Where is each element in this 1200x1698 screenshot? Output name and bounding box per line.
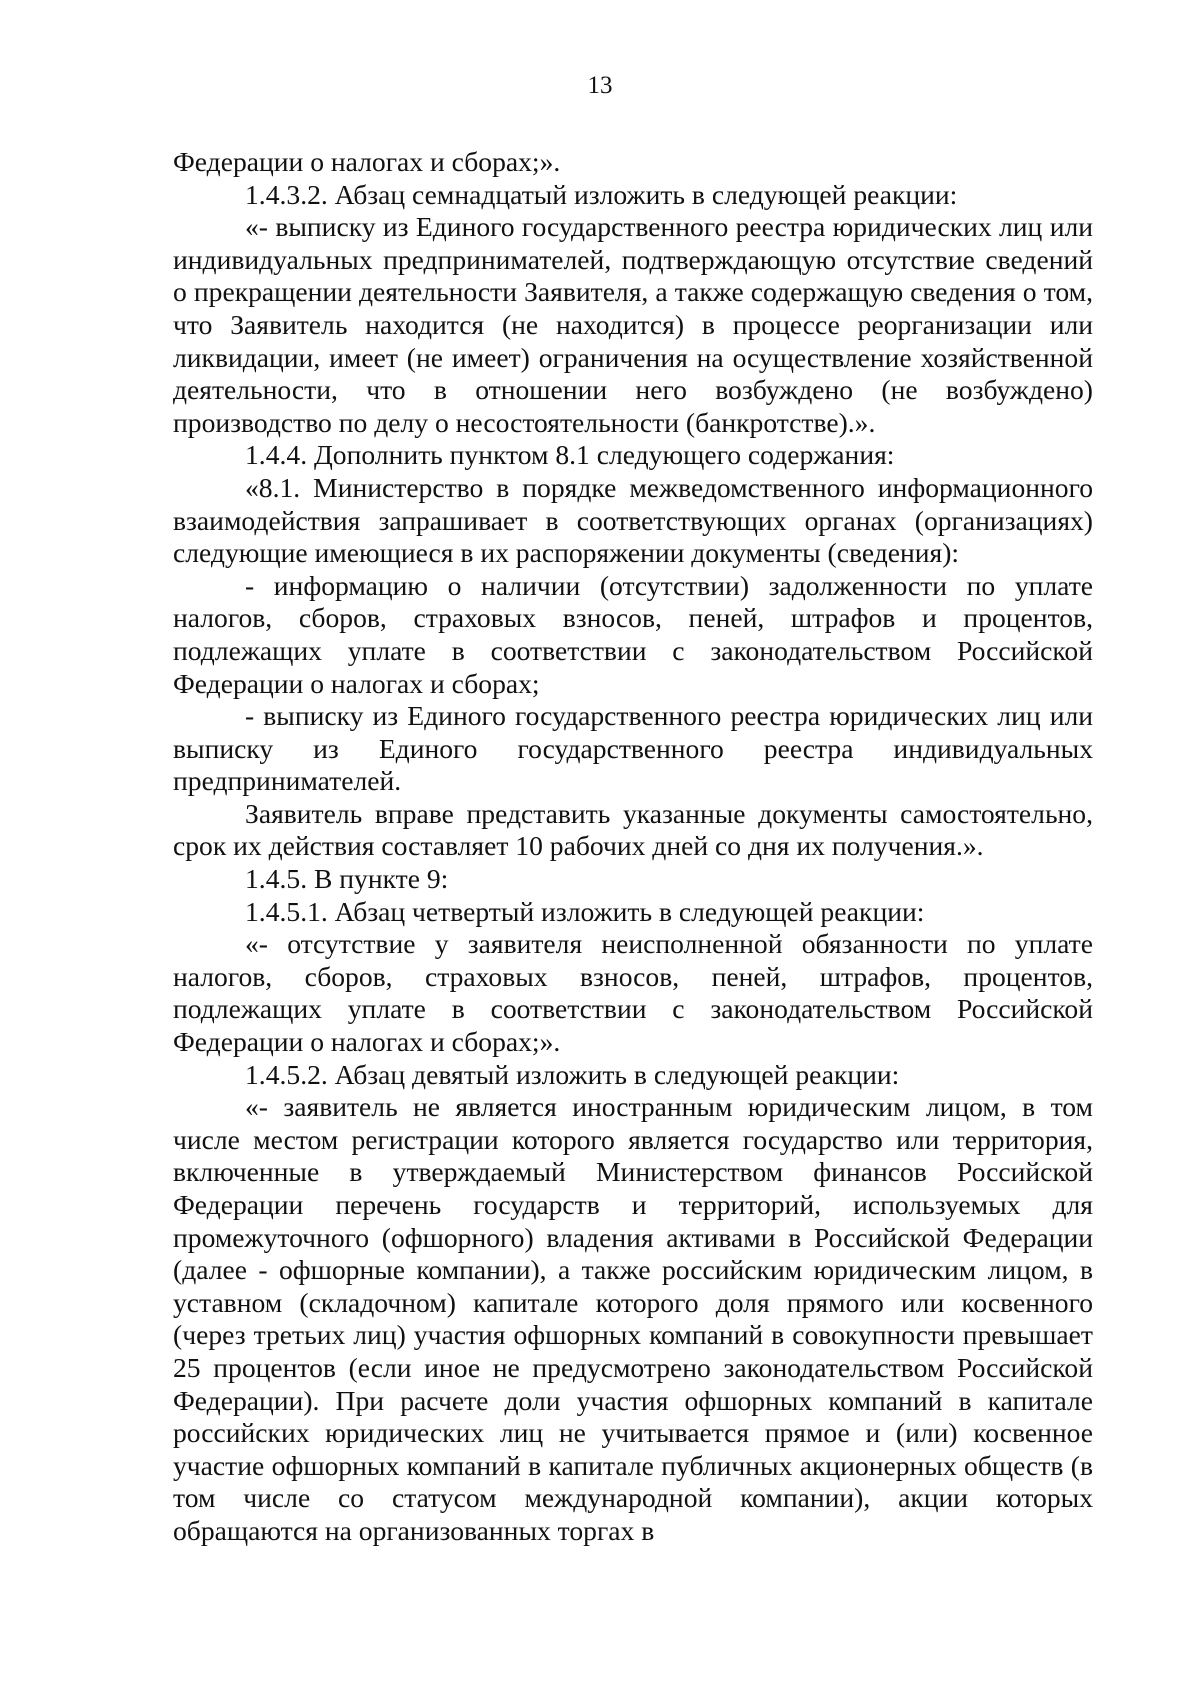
paragraph-2: 1.4.3.2. Абзац семнадцатый изложить в следующей реакции: [245, 178, 958, 210]
paragraph-7: - выписку из Единого государственного реестра юридических лиц или выписку из Единого государственного реестра индивидуальных предпринимателей. [173, 700, 1093, 797]
paragraph-5: «8.1. Министерство в порядке межведомственного информационного взаимодействия запрашивает в соответствующих органах (организациях) следующие имеющиеся в их распоряжении документы (сведения): [173, 471, 1093, 569]
document-body [173, 146, 1093, 1548]
paragraph-12: 1.4.5.2. Абзац девятый изложить в следующей реакции: [245, 1058, 900, 1090]
paragraph-8: Заявитель вправе представить указанные документы самостоятельно, срок их действия составляет 10 рабочих дней со дня их получения.». [173, 797, 1093, 862]
paragraph-1: Федерации о налогах и сборах;». [173, 146, 561, 177]
paragraph-9: 1.4.5. В пункте 9: [245, 863, 449, 895]
paragraph-4: 1.4.4. Дополнить пунктом 8.1 следующего содержания: [245, 439, 895, 471]
page-number: 13 [587, 72, 613, 99]
paragraph-3: «- выписку из Единого государственного реестра юридических лиц или индивидуальных предпринимателей, подтверждающую отсутствие сведений о прекращении деятельности Заявителя, а также содержащую сведения о том, что Заявитель находится (не находится) в процессе реорганизации или ликвидации, имеет (не имеет) ограничения на осуществление хозяйственной деятельности, что в отношении него возбуждено (не возбуждено) производство по делу о несостоятельности (банкротстве).». [173, 211, 1093, 438]
paragraph-13: «- заявитель не является иностранным юридическим лицом, в том числе местом регистрации которого является государство или территория, включенные в утверждаемый Министерством финансов Российской Федерации перечень государств и территорий, используемых для промежуточного (офшорного) владения активами в Российской Федерации (далее - офшорные компании), а также российским юридическим лицом, в уставном (складочном) капитале которого доля прямого или косвенного (через третьих лиц) участия офшорных компаний в совокупности превышает 25 процентов (если иное не предусмотрено законодательством Российской Федерации). При расчете доли участия офшорных компаний в капитале российских юридических лиц не учитывается прямое и (или) косвенное участие офшорных компаний в капитале публичных акционерных обществ (в том числе со статусом международной компании), акции которых обращаются на организованных торгах в [173, 1091, 1093, 1546]
paragraph-6: - информацию о наличии (отсутствии) задолженности по уплате налогов, сборов, страховых взносов, пеней, штрафов и процентов, подлежащих уплате в соответствии с законодательством Российской Федерации о налогах и сборах; [173, 569, 1093, 699]
paragraph-10: 1.4.5.1. Абзац четвертый изложить в следующей реакции: [245, 895, 925, 927]
paragraph-11: «- отсутствие у заявителя неисполненной обязанности по уплате налогов, сборов, страховых взносов, пеней, штрафов, процентов, подлежащих уплате в соответствии с законодательством Российской Федерации о налогах и сборах;». [173, 928, 1093, 1058]
